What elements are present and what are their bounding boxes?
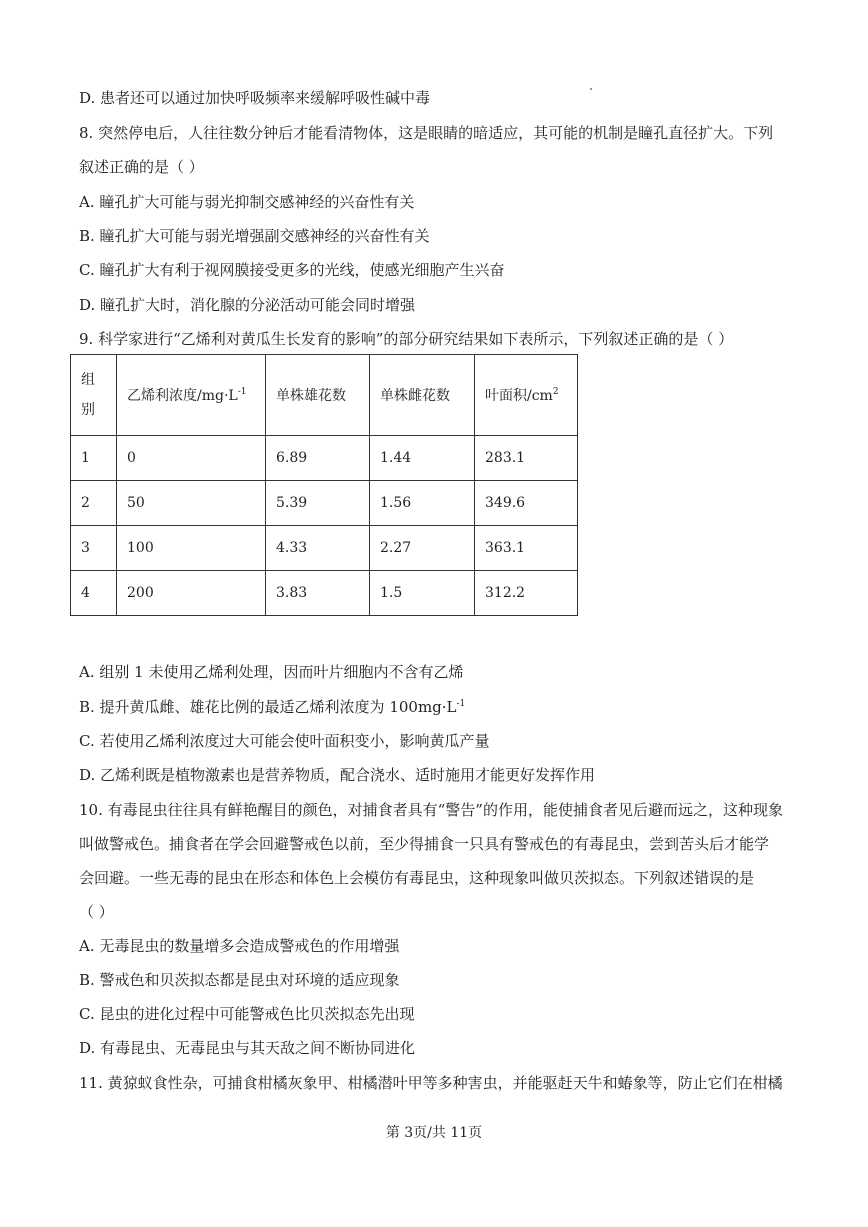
cell-female: 2.27: [370, 526, 475, 571]
q9-option-c: C. 若使用乙烯利浓度过大可能会使叶面积变小，影响黄瓜产量: [79, 732, 490, 750]
cell-concentration: 200: [117, 571, 266, 616]
header-group-line1: 组: [81, 372, 95, 388]
stray-dot: [590, 88, 592, 90]
q8-option-a: A. 瞳孔扩大可能与弱光抑制交感神经的兴奋性有关: [79, 193, 415, 211]
cell-leaf: 349.6: [475, 481, 578, 526]
cell-male: 3.83: [266, 571, 370, 616]
q9-option-d: D. 乙烯利既是植物激素也是营养物质，配合浇水、适时施用才能更好发挥作用: [79, 766, 596, 784]
q8-stem-line1: 8. 突然停电后，人往往数分钟后才能看清物体，这是眼睛的暗适应，其可能的机制是瞳孔直径扩大。下列: [79, 124, 774, 142]
cell-concentration: 0: [117, 436, 266, 481]
cell-female: 1.56: [370, 481, 475, 526]
header-concentration: [117, 355, 266, 436]
q10-stem-line4: （ ）: [79, 903, 114, 921]
header-group-line2: 别: [81, 402, 95, 418]
q9-stem: 9. 科学家进行“乙烯利对黄瓜生长发育的影响”的部分研究结果如下表所示，下列叙述正确的是（ ）: [79, 330, 734, 348]
cell-group: 1: [71, 436, 117, 481]
cell-male: 6.89: [266, 436, 370, 481]
header-concentration-text: 乙烯利浓度/mg·L: [127, 388, 238, 404]
cell-female: 1.44: [370, 436, 475, 481]
q8-option-d: D. 瞳孔扩大时，消化腺的分泌活动可能会同时增强: [79, 296, 416, 314]
cell-female: 1.5: [370, 571, 475, 616]
table-row: [71, 436, 578, 481]
header-leaf-area: [475, 355, 578, 436]
header-group: [71, 355, 117, 436]
cell-concentration: 100: [117, 526, 266, 571]
q10-option-d: D. 有毒昆虫、无毒昆虫与其天敌之间不断协同进化: [79, 1039, 416, 1057]
q8-option-c: C. 瞳孔扩大有利于视网膜接受更多的光线，使感光细胞产生兴奋: [79, 261, 505, 279]
q9-results-table: [70, 354, 578, 616]
header-concentration-sup: -1: [237, 387, 247, 397]
page-number: 第 3页/共 11页: [385, 1125, 483, 1141]
q8-option-b: B. 瞳孔扩大可能与弱光增强副交感神经的兴奋性有关: [79, 227, 430, 245]
header-leaf-area-text: 叶面积/cm: [485, 388, 553, 404]
header-leaf-area-sup: 2: [552, 387, 559, 397]
q9-option-b: [79, 697, 465, 717]
q10-stem-line3: 会回避。一些无毒的昆虫在形态和体色上会模仿有毒昆虫，这种现象叫做贝茨拟态。下列叙述错误的是: [79, 869, 755, 887]
header-male-flowers: 单株雄花数: [266, 355, 370, 436]
q9-option-b-sup: -1: [456, 699, 466, 709]
q9-option-a: A. 组别 1 未使用乙烯利处理，因而叶片细胞内不含有乙烯: [79, 663, 464, 681]
q10-stem-line1: 10. 有毒昆虫往往具有鲜艳醒目的颜色，对捕食者具有“警告”的作用，能使捕食者见后避而远之，这种现象: [79, 801, 783, 819]
q10-option-a: A. 无毒昆虫的数量增多会造成警戒色的作用增强: [79, 937, 400, 955]
cell-group: 2: [71, 481, 117, 526]
table-row: [71, 526, 578, 571]
cell-leaf: 363.1: [475, 526, 578, 571]
q10-option-b: B. 警戒色和贝茨拟态都是昆虫对环境的适应现象: [79, 971, 400, 989]
cell-leaf: 283.1: [475, 436, 578, 481]
cell-group: 4: [71, 571, 117, 616]
cell-male: 5.39: [266, 481, 370, 526]
q11-stem-line1: 11. 黄猄蚁食性杂，可捕食柑橘灰象甲、柑橘潜叶甲等多种害虫，并能驱赶天牛和蝽象等，防止它们在柑橘: [79, 1074, 783, 1092]
cell-group: 3: [71, 526, 117, 571]
q7-option-d: D. 患者还可以通过加快呼吸频率来缓解呼吸性碱中毒: [79, 89, 431, 107]
cell-leaf: 312.2: [475, 571, 578, 616]
header-female-flowers: 单株雌花数: [370, 355, 475, 436]
table-row: [71, 481, 578, 526]
q9-option-b-text: B. 提升黄瓜雌、雄花比例的最适乙烯利浓度为 100mg·L: [79, 698, 457, 716]
q8-stem-line2: 叙述正确的是（ ）: [79, 158, 204, 176]
q10-stem-line2: 叫做警戒色。捕食者在学会回避警戒色以前，至少得捕食一只具有警戒色的有毒昆虫，尝到苦头后才能学: [79, 835, 770, 853]
cell-concentration: 50: [117, 481, 266, 526]
q10-option-c: C. 昆虫的进化过程中可能警戒色比贝茨拟态先出现: [79, 1005, 415, 1023]
cell-male: 4.33: [266, 526, 370, 571]
table-header-row: [71, 355, 578, 436]
table-row: [71, 571, 578, 616]
